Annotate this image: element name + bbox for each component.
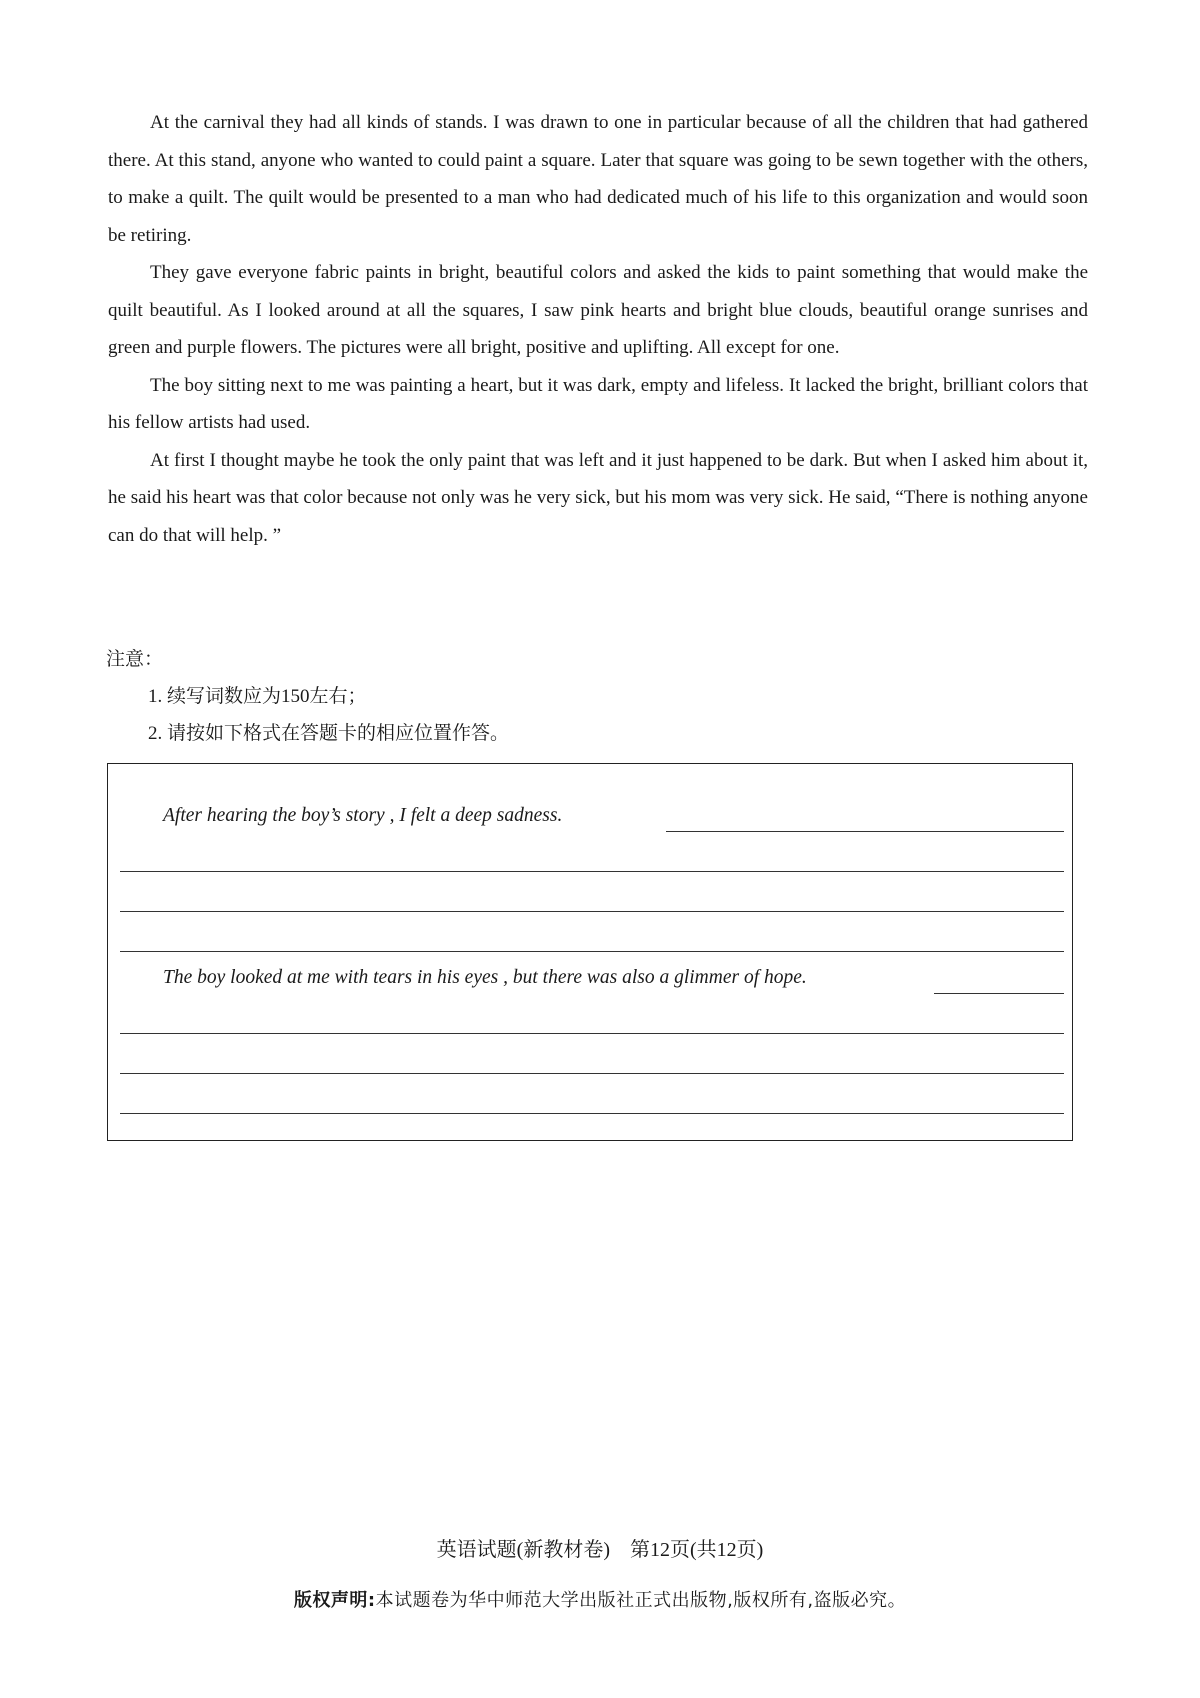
- passage-paragraph: The boy sitting next to me was painting a heart, but it was dark, empty and lifeless. It lacked the bright, brilliant colors that his fellow artists had used.: [108, 374, 1088, 433]
- passage-paragraph: At first I thought maybe he took the only paint that was left and it just happened to be dark. But when I asked him about it, he said his heart was that color because not only was he very sick, but his mom was very sick. He said, “There is nothing anyone can do that will help. ”: [108, 449, 1088, 546]
- answer-line: [120, 911, 1064, 912]
- answer-line: [120, 1033, 1064, 1034]
- notes-heading: 注意：: [106, 649, 164, 670]
- passage-paragraph: At the carnival they had all kinds of stands. I was drawn to one in particular because of all the children that had gathered there. At this stand, anyone who wanted to could paint a square. Later that square was going to be sewn together with the others, to make a quilt. The quilt would be presented to a man who had dedicated much of his life to this organization and would soon be retiring.: [108, 112, 1088, 246]
- copyright-label: 版权声明:: [293, 1590, 376, 1611]
- copyright-notice: [0, 1586, 1200, 1612]
- answer-prompt-1: After hearing the boy’s story , I felt a deep sadness.: [163, 805, 563, 826]
- answer-line: [666, 831, 1064, 832]
- passage: [108, 104, 1088, 554]
- answer-line: [120, 871, 1064, 872]
- answer-line: [120, 1073, 1064, 1074]
- note-item: 2. 请按如下格式在答题卡的相应位置作答。: [148, 723, 510, 744]
- answer-line: [120, 1113, 1064, 1114]
- copyright-text: 本试题卷为华中师范大学出版社正式出版物,版权所有,盗版必究。: [375, 1590, 907, 1611]
- answer-prompt-2: The boy looked at me with tears in his eyes , but there was also a glimmer of hope.: [163, 967, 807, 988]
- note-item: 1. 续写词数应为150左右；: [148, 686, 367, 707]
- notes-section: [106, 641, 509, 752]
- answer-line: [934, 993, 1064, 994]
- page-footer-title: 英语试题(新教材卷) 第12页(共12页): [436, 1539, 764, 1561]
- passage-paragraph: They gave everyone fabric paints in bright, beautiful colors and asked the kids to paint something that would make the quilt beautiful. As I looked around at all the squares, I saw pink hearts and bright blue clouds, beautiful orange sunrises and green and purple flowers. The pictures were all bright, positive and uplifting. All except for one.: [108, 262, 1088, 358]
- answer-line: [120, 951, 1064, 952]
- answer-box: [107, 763, 1073, 1141]
